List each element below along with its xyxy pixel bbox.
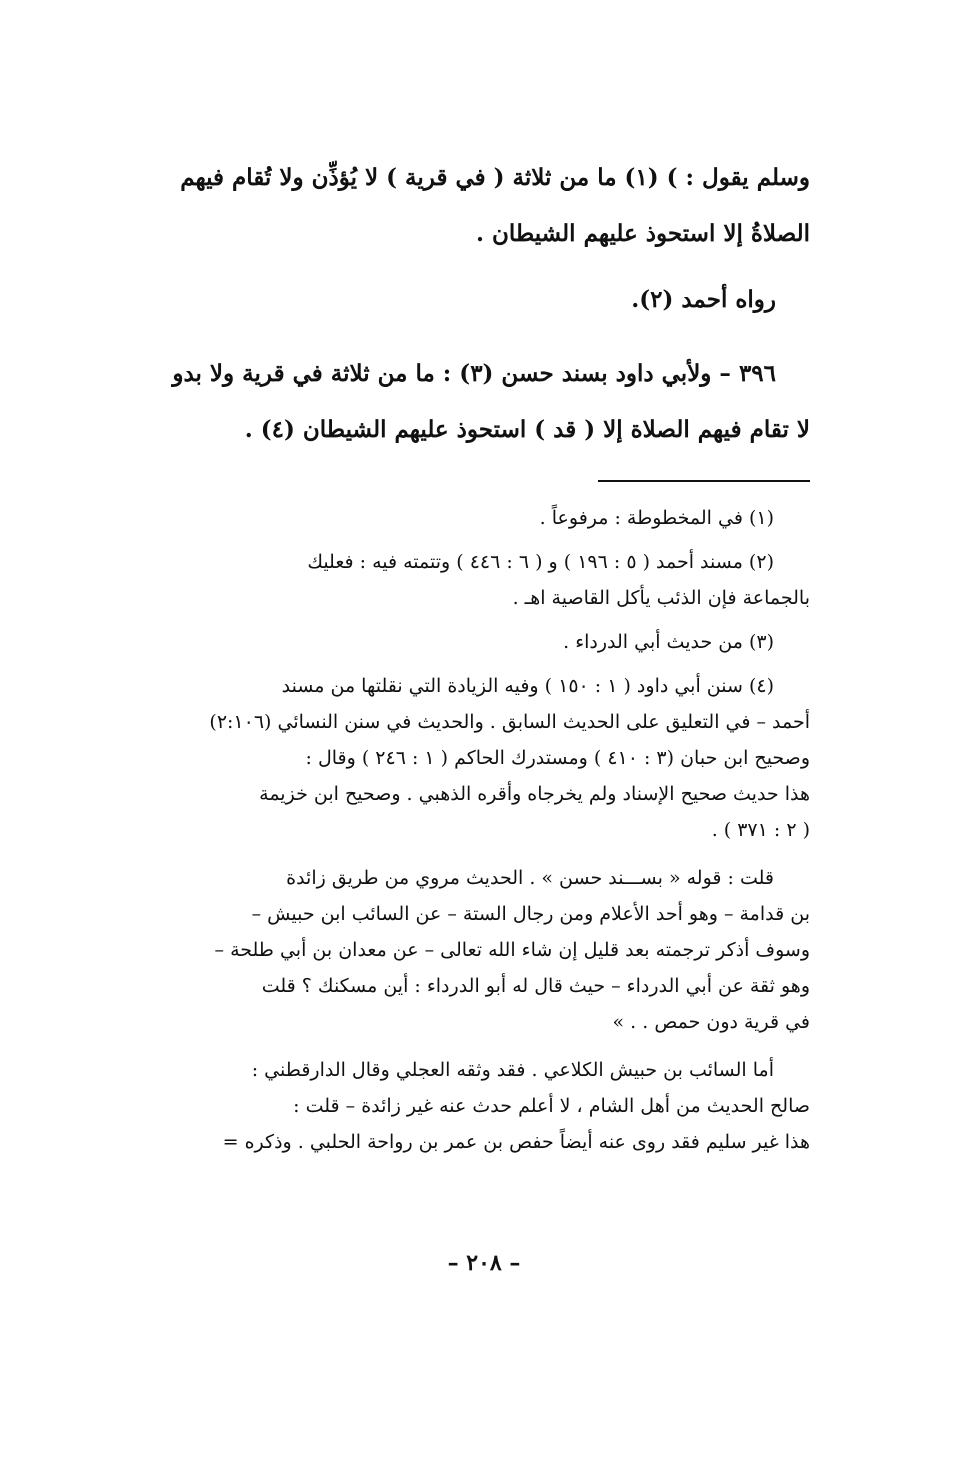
footnote-line: (٤) سنن أبي داود ( ١ : ١٥٠ ) وفيه الزيادة التي نقلتها من مسند (281, 675, 774, 697)
main-line: وسلم يقول : ) (١) ما من ثلاثة ( في قرية ) لا يُؤذِّن ولا تُقام فيهم (180, 164, 810, 191)
main-paragraph-2: رواه أحمد (٢). (631, 286, 776, 313)
main-line: ٣٩٦ – ولأبي داود بسند حسن (٣) : ما من ثلاثة في قرية ولا بدو (172, 360, 776, 387)
footnote-2 (160, 544, 810, 616)
footnote-line: ( ٢ : ٣٧١ ) . (711, 819, 810, 841)
footnote-line: بن قدامة – وهو أحد الأعلام ومن رجال الستة – عن السائب ابن حبيش – (251, 903, 810, 925)
main-text (160, 150, 810, 458)
commentary-paragraph (160, 860, 810, 1040)
main-line: لا تقام فيهم الصلاة إلا ( قد ) استحوذ عليهم الشيطان (٤) . (244, 416, 810, 443)
footnote-line: أما السائب بن حبيش الكلاعي . فقد وثقه العجلي وقال الدارقطني : (251, 1059, 774, 1081)
main-line: الصلاةُ إلا استحوذ عليهم الشيطان . (475, 220, 810, 247)
footnote-line: صالح الحديث من أهل الشام ، لا أعلم حدث عنه غير زائدة – قلت : (293, 1095, 810, 1117)
footnote-line: وسوف أذكر ترجمته بعد قليل إن شاء الله تعالى – عن معدان بن أبي طلحة – (214, 939, 810, 961)
page-number: – ٢٠٨ – (447, 1250, 521, 1276)
footnote-line: في قرية دون حمص . . » (612, 1011, 810, 1033)
footnote-line: أحمد – في التعليق على الحديث السابق . والحديث في سنن النسائي (٢:١٠٦) (209, 711, 810, 733)
footnote-line: قلت : قوله « بســـند حسن » . الحديث مروي من طريق زائدة (286, 867, 774, 889)
main-paragraph-1 (160, 150, 810, 262)
narrator-paragraph (160, 1052, 810, 1160)
hadith-396 (160, 346, 810, 458)
footnotes (160, 500, 810, 1160)
footnote-line: وهو ثقة عن أبي الدرداء – حيث قال له أبو الدرداء : أين مسكنك ؟ قلت (261, 975, 810, 997)
footnote-line: وصحيح ابن حبان (٣ : ٤١٠ ) ومستدرك الحاكم ( ١ : ٢٤٦ ) وقال : (305, 747, 810, 769)
footnote-line: بالجماعة فإن الذئب يأكل القاصية اهـ . (512, 587, 810, 609)
footnote-line: (٢) مسند أحمد ( ٥ : ١٩٦ ) و ( ٦ : ٤٤٦ ) وتتمته فيه : فعليك (307, 551, 774, 573)
footnote-separator (598, 480, 810, 482)
footnote-1: (١) في المخطوطة : مرفوعاً . (539, 507, 774, 529)
footnote-3: (٣) من حديث أبي الدرداء . (563, 631, 774, 653)
footnote-line: هذا حديث صحيح الإسناد ولم يخرجاه وأقره الذهبي . وصحيح ابن خزيمة (259, 783, 810, 805)
footnote-line: هذا غير سليم فقد روى عنه أيضاً حفص بن عمر بن رواحة الحلبي . وذكره = (222, 1131, 810, 1153)
footnote-4 (160, 668, 810, 848)
